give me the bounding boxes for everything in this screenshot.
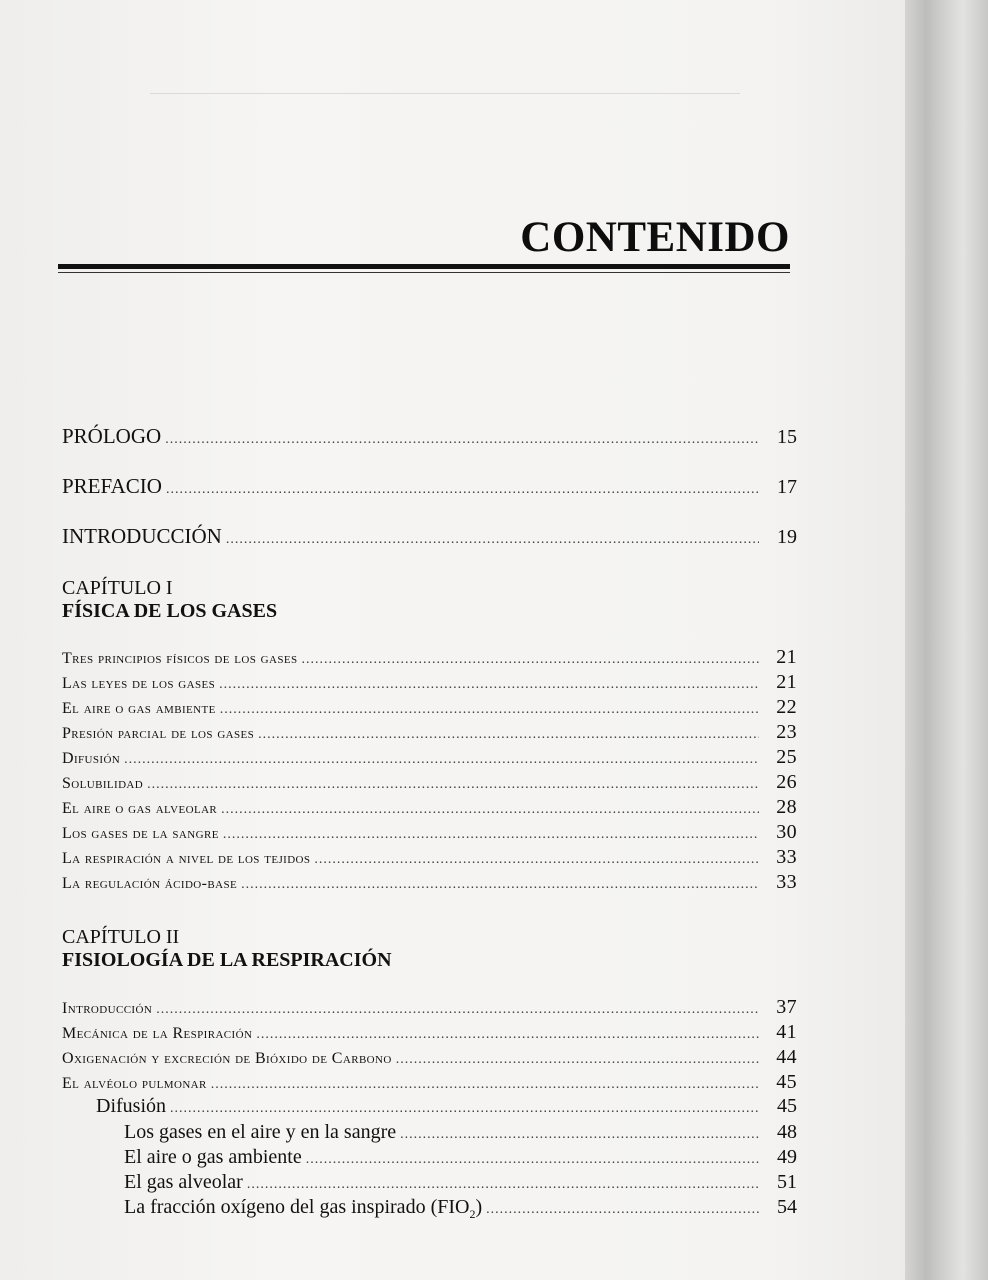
- toc-entry: [62, 671, 797, 694]
- toc-entry-page: 37: [776, 996, 797, 1018]
- toc-entry-page: 30: [776, 821, 797, 843]
- dot-leader: [221, 802, 759, 818]
- toc-entry-prologo: [62, 424, 797, 449]
- dot-leader: [166, 482, 759, 498]
- toc-entry: [62, 821, 797, 844]
- toc-entry-page: 41: [776, 1021, 797, 1043]
- dot-leader: [306, 1152, 759, 1168]
- toc-entry-label: Introducción: [62, 1000, 153, 1017]
- toc-entry-label: Presión parcial de los gases: [62, 725, 255, 742]
- toc-entry-label: La respiración a nivel de los tejidos: [62, 850, 311, 867]
- toc-entry-introduccion: [62, 524, 797, 549]
- toc-entry-page: 21: [776, 646, 797, 668]
- chapter-name: FÍSICA DE LOS GASES: [62, 600, 278, 622]
- dot-leader: [124, 752, 759, 768]
- title-rule-thick: [58, 264, 790, 269]
- toc-entry-page: 51: [777, 1171, 797, 1193]
- toc-entry: [62, 1021, 797, 1044]
- chapter-1-heading: [62, 577, 277, 623]
- toc-entry: [62, 746, 797, 769]
- page-title: CONTENIDO: [520, 214, 790, 261]
- toc-entry-page: 48: [777, 1121, 797, 1143]
- chapter-number: CAPÍTULO II: [62, 926, 180, 948]
- dot-leader: [258, 727, 759, 743]
- dot-leader: [256, 1027, 759, 1043]
- toc-entry-page: 26: [776, 771, 797, 793]
- toc-subsubentry: [124, 1196, 797, 1222]
- toc-entry-page: 17: [777, 476, 797, 498]
- toc-entry-page: 44: [776, 1046, 797, 1068]
- dot-leader: [220, 702, 759, 718]
- toc-entry-page: 19: [777, 526, 797, 548]
- toc-entry-page: 22: [776, 696, 797, 718]
- toc-entry-label: Las leyes de los gases: [62, 675, 216, 692]
- toc-entry-page: 28: [776, 796, 797, 818]
- dot-leader: [247, 1177, 759, 1193]
- toc-entry-page: 21: [776, 671, 797, 693]
- dot-leader: [219, 677, 759, 693]
- dot-leader: [400, 1127, 759, 1143]
- label-end: ): [475, 1196, 483, 1218]
- toc-entry: [62, 1046, 797, 1069]
- dot-leader: [211, 1077, 759, 1093]
- toc-entry-page: 15: [777, 426, 797, 448]
- toc-entry: [62, 796, 797, 819]
- dot-leader: [147, 777, 759, 793]
- toc-entry-label: PREFACIO: [62, 474, 162, 498]
- toc-entry-label: La regulación ácido-base: [62, 875, 238, 892]
- dot-leader: [223, 827, 759, 843]
- toc-entry-label: Tres principios físicos de los gases: [62, 650, 298, 667]
- toc-subsubentry: [124, 1146, 797, 1169]
- dot-leader: [486, 1202, 759, 1218]
- chapter-name: FISIOLOGÍA DE LA RESPIRACIÓN: [62, 949, 392, 971]
- bleed-through-header-line: [150, 93, 740, 94]
- label-main: La fracción oxígeno del gas inspirado (FIO: [124, 1196, 470, 1218]
- toc-entry-label: Mecánica de la Respiración: [62, 1025, 253, 1042]
- dot-leader: [226, 532, 759, 548]
- toc-entry-label: El aire o gas alveolar: [62, 800, 218, 817]
- label-subscript: 2: [469, 1207, 476, 1221]
- toc-subsubentry: [124, 1121, 797, 1144]
- toc-entry-label: Difusión: [62, 750, 121, 767]
- dot-leader: [396, 1052, 759, 1068]
- toc-entry: [62, 646, 797, 669]
- toc-entry-label: Oxigenación y excreción de Bióxido de Carbono: [62, 1050, 392, 1067]
- toc-entry: [62, 871, 797, 894]
- dot-leader: [156, 1002, 759, 1018]
- toc-entry-page: 23: [776, 721, 797, 743]
- toc-entry-label: Difusión: [96, 1095, 166, 1117]
- dot-leader: [165, 432, 759, 448]
- toc-entry: [62, 771, 797, 794]
- toc-entry-page: 33: [776, 846, 797, 868]
- toc-entry-label: El alvéolo pulmonar: [62, 1075, 207, 1092]
- toc-entry: [62, 696, 797, 719]
- toc-entry-page: 54: [777, 1196, 797, 1218]
- toc-entry-label: PRÓLOGO: [62, 424, 162, 448]
- toc-entry-label: Solubilidad: [62, 775, 144, 792]
- toc-entry-label: El aire o gas ambiente: [124, 1146, 302, 1168]
- toc-entry-page: 33: [776, 871, 797, 893]
- toc-entry-page: 25: [776, 746, 797, 768]
- toc-entry-label: Los gases en el aire y en la sangre: [124, 1121, 397, 1143]
- dot-leader: [314, 852, 759, 868]
- toc-entry: [62, 996, 797, 1019]
- toc-subsubentry: [124, 1171, 797, 1194]
- toc-entry-label: [124, 1196, 482, 1222]
- chapter-2-heading: [62, 926, 392, 972]
- book-spine-edge: [905, 0, 988, 1280]
- toc-entry-page: 49: [777, 1146, 797, 1168]
- toc-entry: [62, 1071, 797, 1094]
- dot-leader: [241, 877, 759, 893]
- toc-entry-label: INTRODUCCIÓN: [62, 524, 222, 548]
- toc-entry-page: 45: [776, 1071, 797, 1093]
- dot-leader: [170, 1101, 759, 1117]
- chapter-number: CAPÍTULO I: [62, 577, 173, 599]
- toc-entry-page: 45: [777, 1095, 797, 1117]
- toc-entry: [62, 721, 797, 744]
- toc-entry-prefacio: [62, 474, 797, 499]
- toc-entry-label: El aire o gas ambiente: [62, 700, 216, 717]
- toc-entry: [62, 846, 797, 869]
- toc-entry-label: El gas alveolar: [124, 1171, 243, 1193]
- dot-leader: [302, 652, 760, 668]
- title-rule-thin: [58, 272, 790, 273]
- toc-subentry: [96, 1095, 797, 1118]
- toc-entry-label: Los gases de la sangre: [62, 825, 219, 842]
